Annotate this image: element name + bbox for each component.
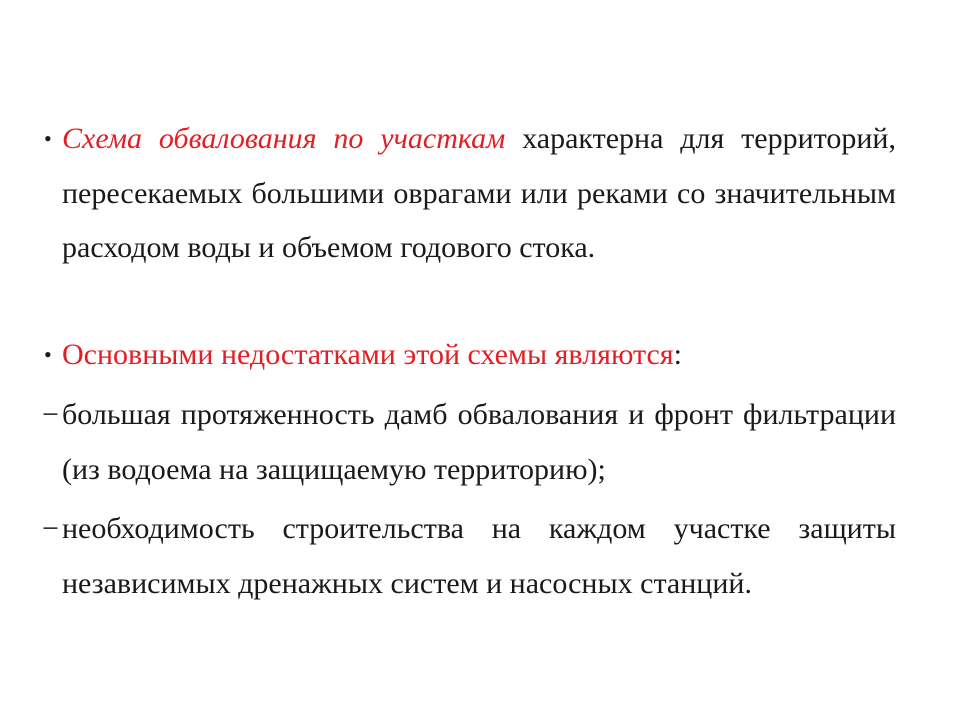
paragraph-text: необходимость строительства на каждом участке защиты независимых дренажных систем и насосных станций. — [62, 512, 896, 600]
dash-item-dam-length — [42, 388, 896, 497]
highlighted-heading: Основными недостатками этой схемы являются — [62, 338, 674, 371]
paragraph-text: характерна для территорий, пересекаемых большими оврагами или реками со значительным расходом воды и объемом годового стока. — [62, 122, 896, 264]
dash-marker: − — [42, 512, 59, 545]
highlighted-term: Схема обвалования по участкам — [62, 122, 506, 155]
bullet-marker: • — [44, 342, 52, 367]
paragraph-text: большая протяженность дамб обвалования и фронт фильтрации (из водоема на защищаемую территорию); — [62, 398, 896, 486]
paragraph-text: : — [673, 338, 682, 371]
bullet-marker: • — [44, 126, 52, 151]
bullet-paragraph-scheme — [44, 112, 896, 276]
dash-marker: − — [42, 398, 59, 431]
bullet-paragraph-drawbacks — [44, 328, 896, 383]
dash-item-drainage — [42, 502, 896, 611]
